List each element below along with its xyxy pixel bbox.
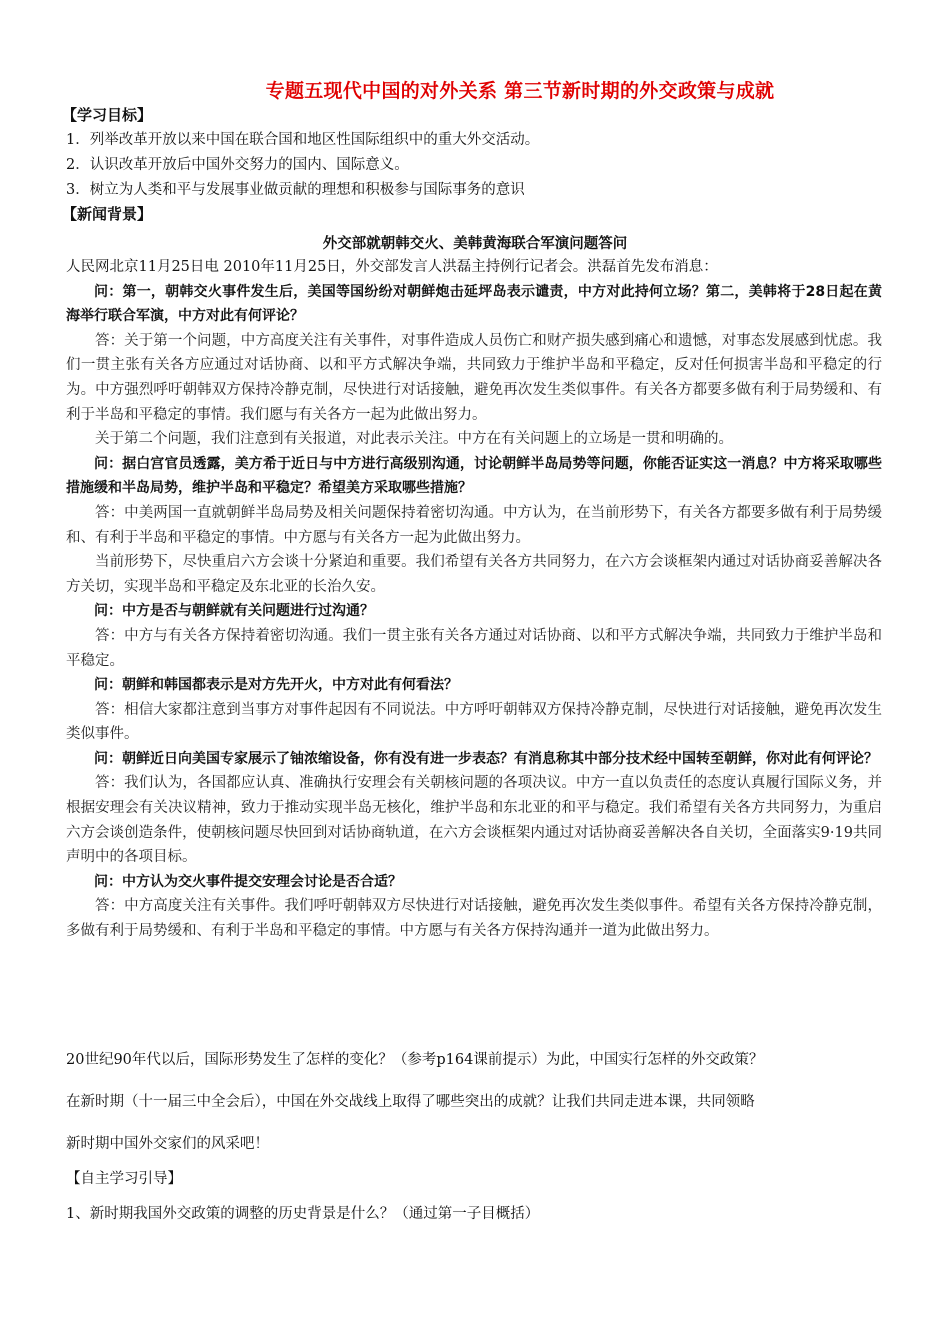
question-paragraph: 问：据白宫官员透露，美方希于近日与中方进行高级别沟通，讨论朝鲜半岛局势等问题，你能否证实这一消息？中方将采取哪些措施缓和半岛局势，维护半岛和平稳定？希望美方采取哪些措施？ — [66, 455, 882, 497]
question-paragraph: 问：朝鲜近日向美国专家展示了铀浓缩设备，你有没有进一步表态？有消息称其中部分技术经中国转至朝鲜，你对此有何评论？ — [94, 750, 878, 767]
closing-line-2: 在新时期（十一届三中全会后），中国在外交战线上取得了哪些突出的成就？让我们共同走进本课，共同领略 — [66, 1094, 755, 1110]
answer-paragraph: 当前形势下，尽快重启六方会谈十分紧迫和重要。我们希望有关各方共同努力，在六方会谈框架内通过对话协商妥善解决各方关切，实现半岛和平稳定及东北亚的长治久安。 — [66, 554, 882, 595]
news-intro: 人民网北京11月25日电 2010年11月25日，外交部发言人洪磊主持例行记者会。洪磊首先发布消息： — [66, 259, 718, 275]
answer-paragraph: 答：中美两国一直就朝鲜半岛局势及相关问题保持着密切沟通。中方认为，在当前形势下，有关各方都要多做有利于局势缓和、有利于半岛和平稳定的事情。中方愿与有关各方一起为此做出努力。 — [66, 504, 882, 546]
section-heading-goals: 【学习目标】 — [62, 106, 153, 124]
goal-item-1: 1．列举改革开放以来中国在联合国和地区性国际组织中的重大外交活动。 — [66, 132, 540, 148]
answer-paragraph: 答：关于第一个问题，中方高度关注有关事件，对事件造成人员伤亡和财产损失感到痛心和遗憾，对事态发展感到忧虑。我们一贯主张有关各方应通过对话协商、以和平方式解决争端，共同致力于维护半岛和平稳定，反对任何损害半岛和平稳定的行为。中方强烈呼吁朝韩双方保持冷静克制，尽快进行对话接触，避免再次发生类似事件。有关各方都要多做有利于局势缓和、有利于半岛和平稳定的事情。我们愿与有关各方一起为此做出努力。 — [66, 332, 882, 423]
section-heading-news: 【新闻背景】 — [62, 205, 153, 223]
question-paragraph: 问：第一，朝韩交火事件发生后，美国等国纷纷对朝鲜炮击延坪岛表示谴责，中方对此持何立场？第二，美韩将于28日起在黄海举行联合军演，中方对此有何评论？ — [66, 283, 882, 325]
answer-paragraph: 答：相信大家都注意到当事方对事件起因有不同说法。中方呼吁朝韩双方保持冷静克制，尽快进行对话接触，避免再次发生类似事件。 — [66, 701, 882, 743]
goal-item-2: 2．认识改革开放后中国外交努力的国内、国际意义。 — [66, 157, 409, 173]
news-subtitle: 外交部就朝韩交火、美韩黄海联合军演问题答问 — [322, 236, 628, 252]
guide-question-1: 1、新时期我国外交政策的调整的历史背景是什么？（通过第一子目概括） — [66, 1206, 540, 1222]
closing-line-1: 20世纪90年代以后，国际形势发生了怎样的变化？（参考p164课前提示）为此，中国实行怎样的外交政策？ — [66, 1052, 764, 1068]
news-body — [66, 255, 882, 944]
question-paragraph: 问：中方认为交火事件提交安理会讨论是否合适？ — [94, 873, 402, 890]
answer-paragraph: 答：我们认为，各国都应认真、准确执行安理会有关朝核问题的各项决议。中方一直以负责任的态度认真履行国际义务，并根据安理会有关决议精神，致力于推动实现半岛无核化，维护半岛和东北亚的和平与稳定。我们希望有关各方共同努力，为重启六方会谈创造条件，使朝核问题尽快回到对话协商轨道，在六方会谈框架内通过对话协商妥善解决各自关切，全面落实9·19共同声明中的各项目标。 — [66, 775, 882, 866]
question-paragraph: 问：朝鲜和韩国都表示是对方先开火，中方对此有何看法？ — [94, 677, 458, 694]
page-title: 专题五现代中国的对外关系 第三节新时期的外交政策与成就 — [265, 80, 775, 102]
goal-item-3: 3．树立为人类和平与发展事业做贡献的理想和积极参与国际事务的意识 — [66, 182, 525, 198]
closing-line-3: 新时期中国外交家们的风采吧！ — [66, 1136, 269, 1152]
answer-paragraph: 答：中方与有关各方保持着密切沟通。我们一贯主张有关各方通过对话协商、以和平方式解决争端，共同致力于维护半岛和平稳定。 — [66, 627, 882, 669]
question-paragraph: 问：中方是否与朝鲜就有关问题进行过沟通？ — [94, 603, 374, 620]
section-heading-guide: 【自主学习引导】 — [66, 1171, 182, 1187]
answer-paragraph: 关于第二个问题，我们注意到有关报道，对此表示关注。中方在有关问题上的立场是一贯和明确的。 — [95, 431, 733, 448]
answer-paragraph: 答：中方高度关注有关事件。我们呼吁朝韩双方尽快进行对话接触，避免再次发生类似事件。希望有关各方保持冷静克制，多做有利于局势缓和、有利于半岛和平稳定的事情。中方愿与有关各方保持沟通并一道为此做出努力。 — [66, 898, 882, 940]
